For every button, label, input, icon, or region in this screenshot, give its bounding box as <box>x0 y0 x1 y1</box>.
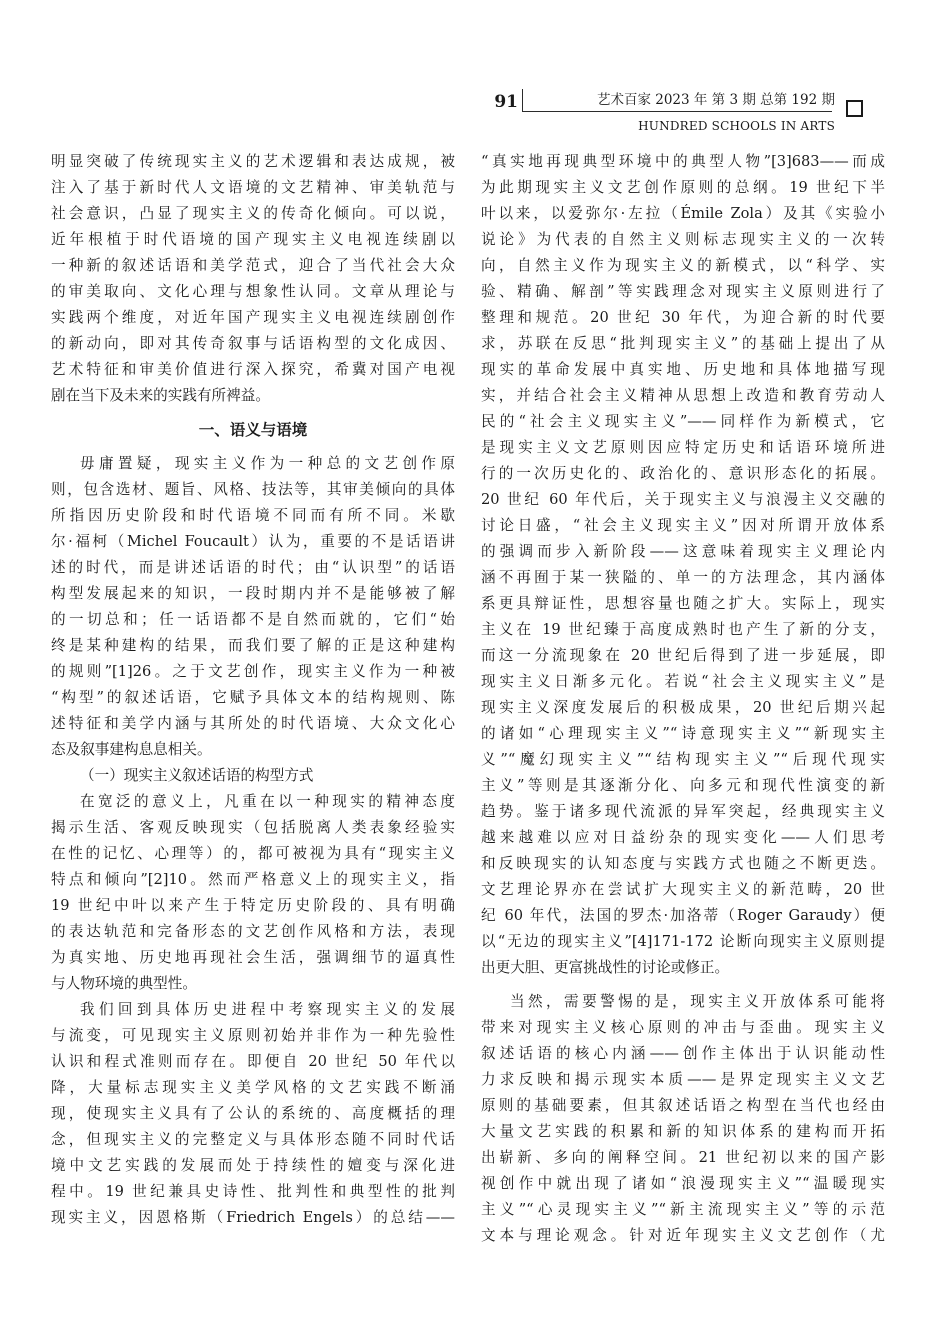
paragraph-gap <box>481 981 885 989</box>
text-line: 主义”等则是其逐渐分化、向多元和现代性演变的新 <box>481 777 885 794</box>
text-line: 念，但现实主义的完整定义与具体形态随不同时代话 <box>51 1131 455 1148</box>
text-line: 当然，需要警惕的是，现实主义开放体系可能将 <box>510 993 885 1010</box>
text-line: 求，苏联在反思“批判现实主义”的基础上提出了从 <box>481 335 885 352</box>
text-line: 实践两个维度，对近年国产现实主义电视连续剧创作 <box>51 309 455 326</box>
text-line: 出更大胆、更富挑战性的讨论或修正。 <box>481 959 730 976</box>
text-line: 毋庸置疑，现实主义作为一种总的文艺创作原 <box>80 455 455 472</box>
paragraph-gap <box>51 443 455 451</box>
text-line: 在宽泛的意义上，凡重在以一种现实的精神态度 <box>80 793 455 810</box>
text-line: 明显突破了传统现实主义的艺术逻辑和表达成规，被 <box>51 153 455 170</box>
text-line: 注入了基于新时代人文语境的文艺精神、审美轨范与 <box>51 179 455 196</box>
page-number: 91 <box>494 92 518 112</box>
text-line: 特点和倾向”[2]10。然而严格意义上的现实主义，指 <box>51 871 455 888</box>
text-line: 现实的革命发展中真实地、历史地和具体地描写现 <box>481 361 885 378</box>
text-line: 降，大量标志现实主义美学风格的文艺实践不断涌 <box>51 1079 455 1096</box>
text-line: 现实主义日渐多元化。若说“社会主义现实主义”是 <box>481 673 885 690</box>
text-line: 剧在当下及未来的实践有所裨益。 <box>51 387 270 404</box>
text-line: 大量文艺实践的积累和新的知识体系的建构而开拓 <box>481 1123 885 1140</box>
text-line: 主义在 19 世纪臻于高度成熟时也产生了新的分支， <box>481 621 885 638</box>
text-line: 力求反映和揭示现实本质——是界定现实主义文艺 <box>481 1071 885 1088</box>
text-line: 向，自然主义作为现实主义的新模式，以“科学、实 <box>481 257 885 274</box>
text-line: 为真实地、历史地再现社会生活，强调细节的逼真性 <box>51 949 455 966</box>
journal-title: 艺术百家 2023 年 第 3 期 总第 192 期 <box>596 92 835 108</box>
text-line: 行的一次历史化的、政治化的、意识形态化的拓展。 <box>481 465 885 482</box>
text-line: 现实主义深度发展后的积极成果，20 世纪后期兴起 <box>481 699 885 716</box>
text-line: 的一切总和；任一话语都不是自然而就的，它们“始 <box>51 611 455 628</box>
text-line: 的诸如“心理现实主义”“诗意现实主义”“新现实主 <box>481 725 885 742</box>
text-line: 述的时代，而是讲述话语的时代；由“认识型”的话语 <box>51 559 455 576</box>
text-line: 构型发展起来的知识，一段时期内并不是能够被了解 <box>51 585 455 602</box>
text-line: 社会意识，凸显了现实主义的传奇化倾向。可以说， <box>51 205 455 222</box>
text-line: 在性的记忆、心理等）的，都可被视为具有“现实主义 <box>51 845 455 862</box>
text-line: 揭示生活、客观反映现实（包括脱离人类表象经验实 <box>51 819 455 836</box>
text-line: 20 世纪 60 年代后，关于现实主义与浪漫主义交融的 <box>481 491 885 508</box>
text-line: 与人物环境的典型性。 <box>51 975 197 992</box>
square-box-icon <box>846 100 863 117</box>
text-line: 所指因历史阶段和时代语境不同而有所不同。米歇 <box>51 507 455 524</box>
text-line: 趋势。鉴于诸多现代流派的异军突起，经典现实主义 <box>481 803 885 820</box>
text-line: 一种新的叙述话语和美学范式，迎合了当代社会大众 <box>51 257 455 274</box>
text-line: 纪 60 年代，法国的罗杰·加洛蒂（Roger Garaudy）便 <box>481 907 885 924</box>
text-line: 尔·福柯（Michel Foucault）认为，重要的不是话语讲 <box>51 533 455 550</box>
text-line: 越来越难以应对日益纷杂的现实变化——人们思考 <box>481 829 885 846</box>
text-line: 带来对现实主义核心原则的冲击与歪曲。现实主义 <box>481 1019 885 1036</box>
text-line: 19 世纪中叶以来产生于特定历史阶段的、具有明确 <box>51 897 455 914</box>
text-line: 终是某种建构的结果，而我们要了解的正是这种建构 <box>51 637 455 654</box>
text-line: 的表达轨范和完备形态的文艺创作风格和方法，表现 <box>51 923 455 940</box>
text-line: 说论》为代表的自然主义则标志现实主义的一次转 <box>481 231 885 248</box>
header-vertical-rule <box>522 89 523 112</box>
text-line: 叙述话语的核心内涵——创作主体出于认识能动性 <box>481 1045 885 1062</box>
text-line: 义”“魔幻现实主义”“结构现实主义”“后现代现实 <box>481 751 885 768</box>
text-line: 文艺理论界亦在尝试扩大现实主义的新范畴，20 世 <box>481 881 885 898</box>
text-line: 以“无边的现实主义”[4]171-172 论断向现实主义原则提 <box>481 933 885 950</box>
text-line: 则，包含选材、题旨、风格、技法等，其审美倾向的具体 <box>51 481 455 498</box>
text-line: 的规则”[1]26。之于文艺创作，现实主义作为一种被 <box>51 663 455 680</box>
header-horizontal-rule <box>522 111 832 112</box>
paragraph-gap <box>51 409 455 417</box>
text-line: “真实地再现典型环境中的典型人物”[3]683——而成 <box>481 153 885 170</box>
text-line: 实，并结合社会主义精神从思想上改造和教育劳动人 <box>481 387 885 404</box>
text-line: 艺术特征和审美价值进行深入探究，希冀对国产电视 <box>51 361 455 378</box>
text-line: 是现实主义文艺原则因应特定历史和话语环境所进 <box>481 439 885 456</box>
text-line: 为此期现实主义文艺创作原则的总纲。19 世纪下半 <box>481 179 885 196</box>
text-line: 整理和规范。20 世纪 30 年代，为迎合新的时代要 <box>481 309 885 326</box>
text-line: 文本与理论观念。针对近年现实主义文艺创作（尤 <box>481 1227 885 1244</box>
journal-title-english: HUNDRED SCHOOLS IN ARTS <box>638 119 835 133</box>
text-line: 视创作中就出现了诸如“浪漫现实主义”“温暖现实 <box>481 1175 885 1192</box>
page-header <box>0 0 950 140</box>
text-line: 涵不再囿于某一狭隘的、单一的方法理念，其内涵体 <box>481 569 885 586</box>
text-line: 程中。19 世纪兼具史诗性、批判性和典型性的批判 <box>51 1183 455 1200</box>
text-line: 态及叙事建构息息相关。 <box>51 741 212 758</box>
section-heading: 一、语义与语境 <box>198 420 308 439</box>
text-line: 叶以来，以爱弥尔·左拉（Émile Zola）及其《实验小 <box>481 205 885 222</box>
text-line: （一）现实主义叙述话语的构型方式 <box>80 767 314 784</box>
text-line: 的新动向，即对其传奇叙事与话语构型的文化成因、 <box>51 335 455 352</box>
text-line: 与流变，可见现实主义原则初始并非作为一种先验性 <box>51 1027 455 1044</box>
left-column <box>51 149 455 1231</box>
text-line: 现实主义，因恩格斯（Friedrich Engels）的总结—— <box>51 1209 455 1226</box>
text-line: 述特征和美学内涵与其所处的时代语境、大众文化心 <box>51 715 455 732</box>
text-line: 境中文艺实践的发展而处于持续性的嬗变与深化进 <box>51 1157 455 1174</box>
text-line: 主义”“心灵现实主义”“新主流现实主义”等的示范 <box>481 1201 885 1218</box>
text-line: 近年根植于时代语境的国产现实主义电视连续剧以 <box>51 231 455 248</box>
text-line: 讨论日盛，“社会主义现实主义”因对所谓开放体系 <box>481 517 885 534</box>
text-line: 现，使现实主义具有了公认的系统的、高度概括的理 <box>51 1105 455 1122</box>
text-line: 而这一分流现象在 20 世纪后得到了进一步延展，即 <box>481 647 885 664</box>
text-line: 系更具辩证性，思想容量也随之扩大。实际上，现实 <box>481 595 885 612</box>
text-line: 和反映现实的认知态度与实践方式也随之不断更迭。 <box>481 855 885 872</box>
text-line: “构型”的叙述话语，它赋予具体文本的结构规则、陈 <box>51 689 455 706</box>
text-line: 认识和程式准则而存在。即便自 20 世纪 50 年代以 <box>51 1053 455 1070</box>
text-line: 的审美取向、文化心理与想象性认同。文章从理论与 <box>51 283 455 300</box>
text-line: 验、精确、解剖”等实践理念对现实主义原则进行了 <box>481 283 885 300</box>
right-column <box>481 149 885 1249</box>
text-line: 我们回到具体历史进程中考察现实主义的发展 <box>80 1001 455 1018</box>
text-line: 出崭新、多向的阐释空间。21 世纪初以来的国产影 <box>481 1149 885 1166</box>
text-line: 民的“社会主义现实主义”——同样作为新模式，它 <box>481 413 885 430</box>
text-line: 的强调而步入新阶段——这意味着现实主义理论内 <box>481 543 885 560</box>
text-line: 原则的基础要素，但其叙述话语之构型在当代也经由 <box>481 1097 885 1114</box>
